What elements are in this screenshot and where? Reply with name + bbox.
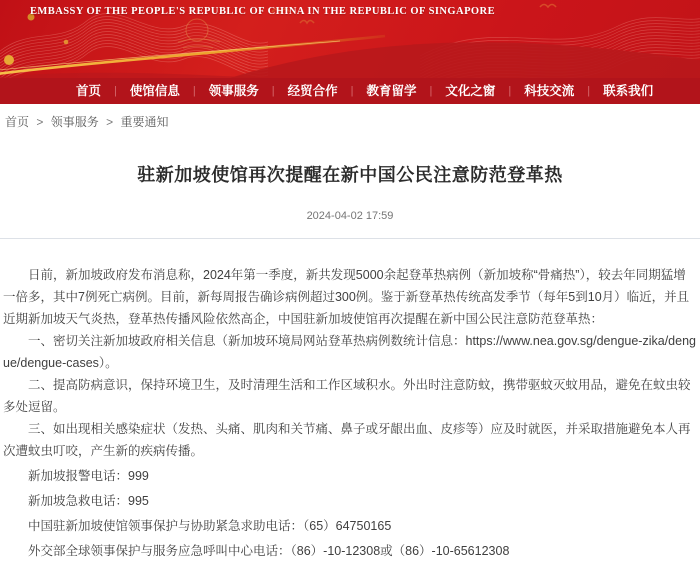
main-nav: [0, 78, 700, 104]
phone-ambulance: 新加坡急救电话：995: [28, 494, 149, 508]
phone-mfa-hotline: 外交部全球领事保护与服务应急呼叫中心电话：（86）-10-12308或（86）-10-65612308: [28, 544, 510, 558]
notice-item-3: 三、如出现相关感染症状（发热、头痛、肌肉和关节痛、鼻子或牙龈出血、皮疹等）应及时就医，并采取措施避免本人再次遭蚊虫叮咬，产生新的疾病传播。: [3, 422, 691, 458]
header-banner: [0, 0, 700, 78]
article-date: 2024-04-02 17:59: [306, 210, 394, 222]
title-divider: [0, 238, 700, 239]
notice-item-1: 一、密切关注新加坡政府相关信息（新加坡环境局网站登革热病例数统计信息：https://www.nea.gov.sg/dengue-zika/dengue/dengue-cases）。: [3, 334, 696, 370]
nav-item-science[interactable]: 科技交流: [524, 84, 575, 98]
nav-item-culture[interactable]: 文化之窗: [445, 84, 496, 98]
phone-embassy: 中国驻新加坡使馆领事保护与协助紧急求助电话：（65）64750165: [28, 519, 392, 533]
nav-separator: |: [192, 85, 196, 97]
nav-item-home[interactable]: 首页: [76, 84, 102, 98]
nav-separator: |: [114, 85, 117, 97]
intro-paragraph: 日前，新加坡政府发布消息称，2024年第一季度，新共发现5000余起登革热病例（新加坡称“骨痛热”），较去年同期猛增一倍多，其中7例死亡病例。目前，新每周报告确诊病例超过300例。鉴于新登革热传统高发季节（每年5到10月）临近，并且近期新加坡天气炎热，登革热传播风险依然高企，中国驻新加坡使馆再次提醒在新中国公民注意防范登革热：: [3, 268, 690, 326]
nav-separator: |: [271, 85, 275, 97]
nav-separator: |: [508, 85, 512, 97]
breadcrumb: [0, 104, 700, 130]
nav-separator: |: [429, 85, 433, 97]
nav-item-embassy-info[interactable]: 使馆信息: [129, 84, 180, 98]
phone-police: 新加坡报警电话：999: [28, 469, 149, 483]
gold-dot: [64, 40, 69, 45]
breadcrumb-separator: >: [106, 115, 114, 129]
nav-item-consular[interactable]: 领事服务: [208, 84, 259, 98]
embassy-banner-title: EMBASSY OF THE PEOPLE'S REPUBLIC OF CHINA IN THE REPUBLIC OF SINGAPORE: [29, 6, 496, 17]
nav-separator: |: [350, 85, 354, 97]
nav-item-trade[interactable]: 经贸合作: [287, 84, 338, 98]
article-body: [0, 247, 700, 562]
hill-shape: [230, 42, 700, 78]
article-title: 驻新加坡使馆再次提醒在新中国公民注意防范登革热: [137, 165, 563, 185]
breadcrumb-home[interactable]: 首页: [5, 115, 30, 129]
nav-separator: |: [587, 85, 591, 97]
nav-item-education[interactable]: 教育留学: [366, 84, 417, 98]
nav-item-contact[interactable]: 联系我们: [603, 84, 654, 98]
breadcrumb-current: 重要通知: [120, 115, 169, 129]
breadcrumb-separator: >: [36, 115, 44, 129]
gold-dot: [4, 55, 14, 65]
article: [0, 161, 700, 562]
notice-item-2: 二、提高防病意识，保持环境卫生，及时清理生活和工作区域积水。外出时注意防蚊，携带驱蚊灭蚊用品，避免在蚊虫较多处逗留。: [3, 378, 691, 414]
breadcrumb-consular[interactable]: 领事服务: [50, 115, 99, 129]
